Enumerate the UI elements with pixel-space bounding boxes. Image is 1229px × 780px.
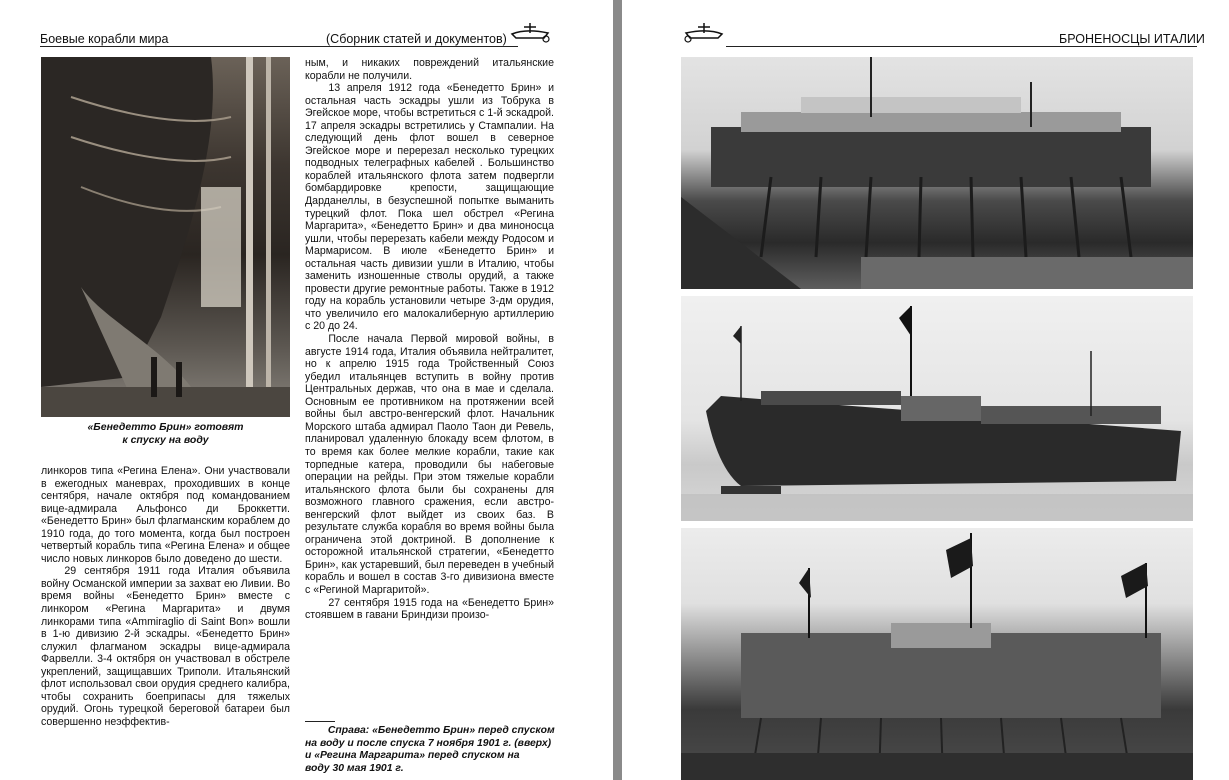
note-line-3: воду 30 мая 1901 г. xyxy=(305,762,404,774)
caption-line-1: «Бенедетто Брин» готовят xyxy=(87,421,244,433)
left-column-lower xyxy=(41,465,290,728)
regina-margherita-photo xyxy=(681,528,1193,780)
ship-afloat-photo xyxy=(681,296,1193,521)
note-line-2: на воду и после спуска 7 ноября 1901 г. (вверх) и «Регина Маргарита» перед спуском на xyxy=(305,737,552,762)
paragraph: 13 апреля 1912 года «Бенедетто Брин» и остальная часть эскадры ушли из Тобрука в Эгейское море, чтобы встретиться с 1-й эскадрой. 17 апреля эскадры встретились у Стампалии. На следующий день флот вошел в северное Эгейское море и перерезал несколько турецких подводных телеграфных кабелей . Большинство кораблей итальянского флота затем подвергли бомбардировке крепости, защищающие Дарданеллы, в безуспешной попытке выманить турецкий флот. Пока шел обстрел «Регина Маргарита», «Бенедетто Брин» и два миноносца ушли, чтобы перерезать кабели между Родосом и Мармарисом. В июле «Бенедетто Брин» и остальная часть дивизии ушли в Италию, чтобы заменить изношенные стволы орудий, а также провести другие ремонтные работы. Также в 1912 году на корабль установили четыре 3-дм орудия, что увеличило его малокалиберную артиллерию с 20 до 24. xyxy=(305,82,554,333)
right-column xyxy=(305,57,554,622)
ship-slipway-photo xyxy=(681,57,1193,289)
photo-note xyxy=(305,725,555,775)
ship-anchor-icon xyxy=(680,20,726,46)
ship-anchor-icon xyxy=(508,20,554,46)
photo-caption xyxy=(41,421,290,447)
note-line-1: Справа: «Бенедетто Брин» перед спуском xyxy=(327,725,555,736)
header-section-title: БРОНЕНОСЦЫ ИТАЛИИ xyxy=(1059,32,1205,46)
note-rule xyxy=(305,721,335,722)
header-left-title: Боевые корабли мира xyxy=(40,32,169,46)
paragraph: ным, и никаких повреждений итальянские корабли не получили. xyxy=(305,57,554,82)
paragraph: 27 сентября 1915 года на «Бенедетто Брин» стоявшем в гавани Бриндизи произо- xyxy=(305,596,554,622)
paragraph: 29 сентября 1911 года Италия объявила войну Османской империи за захват ею Ливии. Во время войны «Бенедетто Брин» вместе с линкором «Регина Маргарита» и двумя линкорами типа «Ammiraglio di Saint Bon» вошли в 1-ю дивизию 2-й эскадры. «Бенедетто Брин» служил флагманом эскадры вице-адмирала Фарвелли. 3-4 октября он участвовал в обстреле укреплений, защищавших Триполи. Итальянский флот использовал свои орудия среднего калибра, чтобы сохранить боеприпасы для тяжелых орудий. Огонь турецкой береговой батареи был совершенно неэффектив- xyxy=(41,565,290,728)
left-page xyxy=(0,0,613,780)
right-page xyxy=(622,0,1229,780)
header-rule xyxy=(726,46,1197,47)
caption-line-2: к спуску на воду xyxy=(122,434,209,446)
hull-photo xyxy=(41,57,290,417)
paragraph: линкоров типа «Регина Елена». Они участвовали в ежегодных маневрах, проходивших в конце сентября, начале октября под командованием вице-адмирала Альфонсо ди Броккетти. «Бенедетто Брин» был флагманским кораблем до 1910 года, до того момента, когда был построен четвертый корабль типа «Регина Елена» и общее число новых линкоров было доведено до шести. xyxy=(41,465,290,565)
header-right-title: (Сборник статей и документов) xyxy=(326,32,507,46)
paragraph: После начала Первой мировой войны, в августе 1914 года, Италия объявила нейтралитет, но к апрелю 1915 года Тройственный Союз убедил итальянцев вступить в войну против Центральных держав, что она в мае и сделала. Основным ее противником на протяжении всей войны был австро-венгерский флот. Начальник Морского штаба адмирал Паоло Таон ди Ревель, планировал удаленную блокаду всем флотом, в то время как более мелкие корабли, такие как торпедные катера, проводили бы набеговые операции на рейды. При этом тяжелые корабли итальянского флота были бы сохранены для возможного главного сражения, если австро-венгерский флот выйдет из своих баз. В результате служба корабля во время войны была ограничена этой доктриной. В дополнение к осторожной итальянской стратегии, «Бенедетто Брин», как устаревший, был переведен в учебный корабль и вошел в состав 3-го дивизиона вместе с «Региной Маргаритой». xyxy=(305,333,554,596)
header-rule xyxy=(40,46,518,47)
